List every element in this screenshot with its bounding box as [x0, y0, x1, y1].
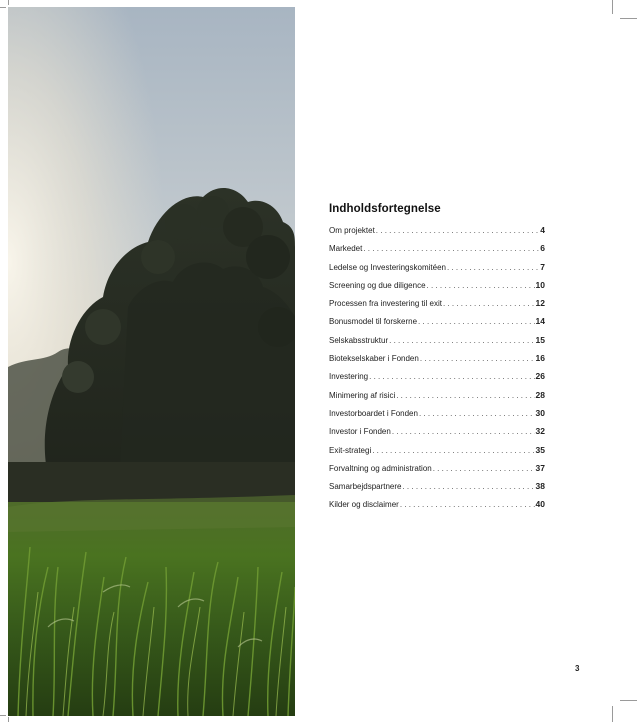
toc-leader-dots [419, 409, 535, 418]
toc-entry[interactable] [329, 481, 545, 499]
toc-leader-dots [372, 446, 534, 455]
toc-leader-dots [433, 464, 535, 473]
toc-entry-page: 7 [540, 261, 545, 272]
toc-entry-label: Processen fra investering til exit [329, 299, 442, 309]
toc-entry-page: 15 [535, 334, 545, 345]
toc-entry-page: 16 [535, 353, 545, 364]
toc-entry-label: Investorboardet i Fonden [329, 408, 418, 418]
toc-entry[interactable] [329, 316, 545, 334]
crop-mark-bottom-right-vertical [612, 706, 613, 722]
toc-entry[interactable] [329, 408, 545, 426]
toc-entry-label: Ledelse og Investeringskomitéen [329, 262, 446, 272]
toc-entry-page: 35 [535, 444, 545, 455]
toc-entry[interactable] [329, 445, 545, 463]
toc-leader-dots [402, 482, 534, 491]
toc-entry-label: Investor i Fonden [329, 427, 391, 437]
toc-entry-page: 37 [535, 462, 545, 473]
toc-leader-dots [418, 317, 534, 326]
toc-entry-page: 40 [535, 499, 545, 510]
toc-entry-label: Samarbejdspartnere [329, 482, 402, 492]
toc-leader-dots [389, 336, 534, 345]
toc-leader-dots [392, 427, 535, 436]
toc-leader-dots [400, 500, 535, 509]
crop-mark-bottom-right [620, 700, 637, 701]
toc-entry-page: 38 [535, 481, 545, 492]
toc-entry-label: Bonusmodel til forskerne [329, 317, 418, 327]
toc-entry-page: 10 [535, 279, 545, 290]
toc-entry-page: 26 [535, 371, 545, 382]
toc-entry[interactable] [329, 371, 545, 389]
toc-entry-label: Biotekselskaber i Fonden [329, 354, 419, 364]
toc-leader-dots [443, 299, 535, 308]
crop-mark-bottom-left [0, 715, 6, 716]
toc-leader-dots [376, 226, 539, 235]
toc-entry-page: 12 [535, 298, 545, 309]
toc-entry-label: Kilder og disclaimer [329, 500, 399, 510]
toc-entry-label: Screening og due diligence [329, 280, 426, 290]
crop-mark-bottom-left-vertical [8, 717, 9, 722]
toc-entry-label: Investering [329, 372, 369, 382]
crop-mark-top-right-horizontal [620, 18, 637, 19]
grass-field-photo [8, 7, 295, 716]
toc-entry[interactable] [329, 390, 545, 408]
toc-leader-dots [420, 354, 535, 363]
toc-entry-page: 6 [540, 243, 545, 254]
toc-entry-label: Exit-strategi [329, 445, 372, 455]
table-of-contents [329, 203, 545, 518]
toc-leader-dots [396, 391, 534, 400]
toc-leader-dots [447, 263, 539, 272]
toc-entry-label: Markedet [329, 244, 363, 254]
toc-title: Indholdsfortegnelse [329, 203, 441, 215]
toc-entry[interactable] [329, 262, 545, 280]
toc-entry[interactable] [329, 335, 545, 353]
toc-entry-page: 28 [535, 389, 545, 400]
toc-entry-page: 14 [535, 316, 545, 327]
toc-entry[interactable] [329, 353, 545, 371]
toc-entry-page: 30 [535, 407, 545, 418]
toc-entry[interactable] [329, 280, 545, 298]
toc-entry[interactable] [329, 426, 545, 444]
toc-entry[interactable] [329, 298, 545, 316]
toc-list [329, 225, 545, 518]
toc-entry[interactable] [329, 225, 545, 243]
crop-mark-top-right [612, 0, 613, 14]
crop-mark-top-left-vertical [8, 0, 9, 5]
toc-entry[interactable] [329, 243, 545, 261]
crop-mark-top-left [0, 7, 6, 8]
cover-photo [8, 7, 295, 716]
toc-entry-label: Selskabsstruktur [329, 335, 389, 345]
toc-leader-dots [427, 281, 535, 290]
toc-entry-label: Forvaltning og administration [329, 463, 432, 473]
toc-entry[interactable] [329, 463, 545, 481]
toc-leader-dots [363, 244, 539, 253]
toc-leader-dots [369, 372, 534, 381]
page-number: 3 [575, 664, 580, 673]
toc-entry-label: Om projektet [329, 226, 375, 235]
toc-entry-label: Minimering af risici [329, 390, 396, 400]
toc-entry-page: 32 [535, 426, 545, 437]
toc-entry[interactable] [329, 499, 545, 517]
toc-entry-page: 4 [540, 225, 545, 235]
